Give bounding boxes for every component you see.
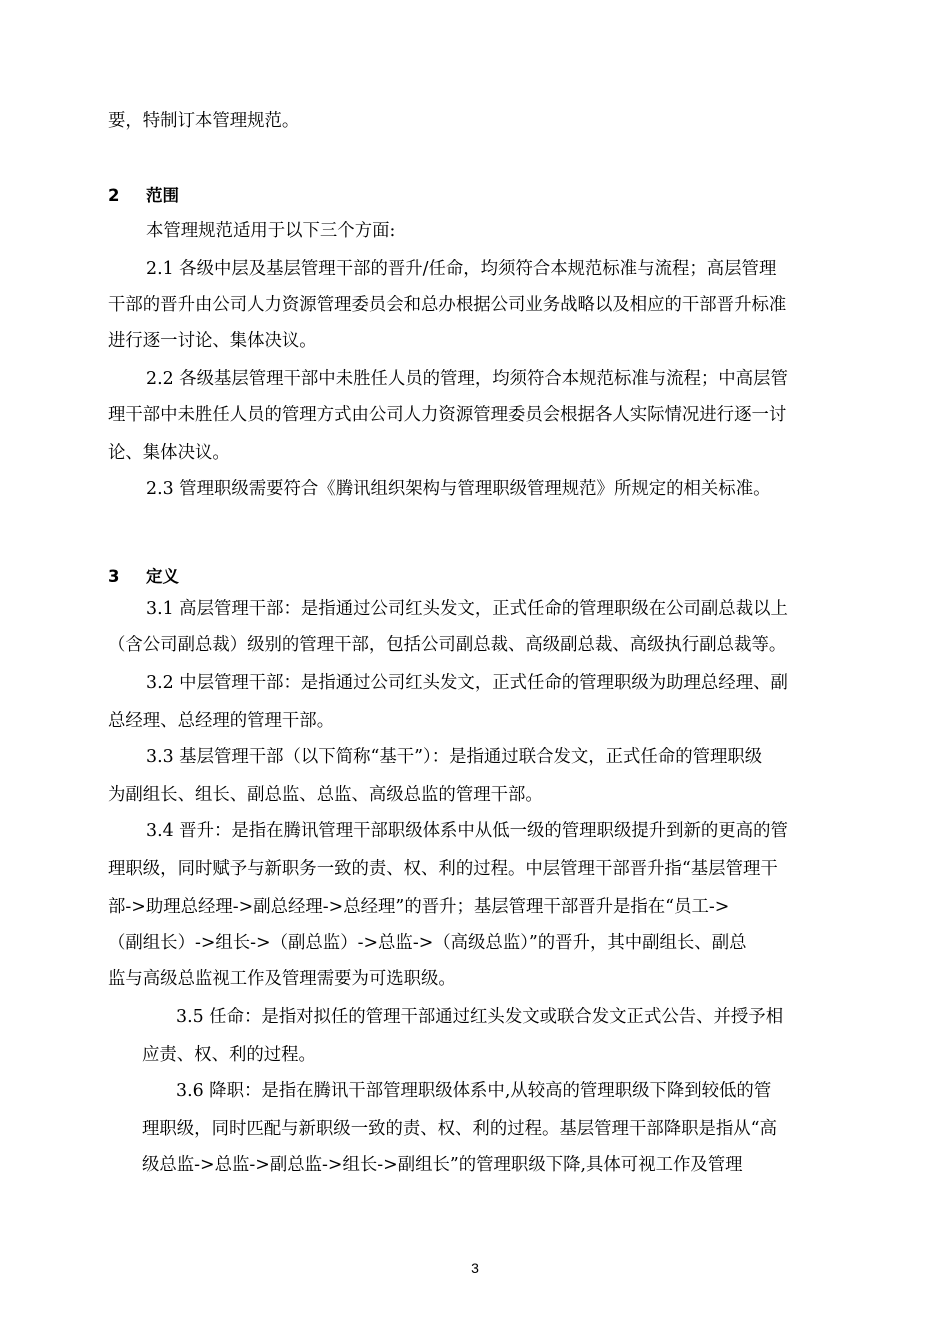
text-line: 本管理规范适用于以下三个方面:	[146, 221, 396, 241]
text-line: 3.5 任命：是指对拟任的管理干部通过红头发文或联合发文正式公告、并授予相	[176, 1007, 784, 1027]
text-line: 总经理、总经理的管理干部。	[108, 711, 335, 731]
text-line: 2.3 管理职级需要符合《腾讯组织架构与管理职级管理规范》所规定的相关标准。	[146, 479, 771, 499]
text-line: 理职级，同时匹配与新职级一致的责、权、利的过程。基层管理干部降职是指从“高	[142, 1119, 777, 1139]
text-line: 3.2 中层管理干部：是指通过公司红头发文，正式任命的管理职级为助理总经理、副	[146, 673, 788, 693]
text-line: 理职级，同时赋予与新职务一致的责、权、利的过程。中层管理干部晋升指“基层管理干	[108, 859, 778, 879]
text-line: 3.3 基层管理干部（以下简称“基干”）：是指通过联合发文，正式任命的管理职级	[146, 747, 763, 767]
text-line: 部->助理总经理->副总经理->总经理”的晋升；基层管理干部晋升是指在“员工->	[108, 897, 730, 917]
section-number: 2	[108, 186, 120, 205]
section-title: 范围	[146, 186, 179, 205]
text-line: 要，特制订本管理规范。	[108, 111, 300, 131]
text-line: 级总监->总监->副总监->组长->副组长”的管理职级下降,具体可视工作及管理	[142, 1155, 743, 1175]
text-line: 3.1 高层管理干部：是指通过公司红头发文，正式任命的管理职级在公司副总裁以上	[146, 599, 788, 619]
text-line: 2.1 各级中层及基层管理干部的晋升/任命，均须符合本规范标准与流程；高层管理	[146, 259, 777, 279]
text-line: 干部的晋升由公司人力资源管理委员会和总办根据公司业务战略以及相应的干部晋升标准	[108, 295, 787, 315]
text-line: （副组长）->组长->（副总监）->总监->（高级总监）”的晋升，其中副组长、副总	[108, 933, 747, 953]
text-line: 进行逐一讨论、集体决议。	[108, 331, 317, 351]
page-number: 3	[471, 1260, 479, 1276]
section-title: 定义	[146, 567, 179, 586]
text-line: 3.6 降职：是指在腾讯干部管理职级体系中,从较高的管理职级下降到较低的管	[176, 1081, 772, 1101]
text-line: 论、集体决议。	[108, 443, 230, 463]
text-line: 为副组长、组长、副总监、总监、高级总监的管理干部。	[108, 785, 543, 805]
text-line: 监与高级总监视工作及管理需要为可选职级。	[108, 969, 456, 989]
section-number: 3	[108, 567, 120, 586]
text-line: 应责、权、利的过程。	[142, 1045, 316, 1065]
text-line: 2.2 各级基层管理干部中未胜任人员的管理，均须符合本规范标准与流程；中高层管	[146, 369, 788, 389]
text-line: （含公司副总裁）级别的管理干部，包括公司副总裁、高级副总裁、高级执行副总裁等。	[108, 635, 787, 655]
text-line: 理干部中未胜任人员的管理方式由公司人力资源管理委员会根据各人实际情况进行逐一讨	[108, 405, 787, 425]
text-line: 3.4 晋升：是指在腾讯管理干部职级体系中从低一级的管理职级提升到新的更高的管	[146, 821, 788, 841]
